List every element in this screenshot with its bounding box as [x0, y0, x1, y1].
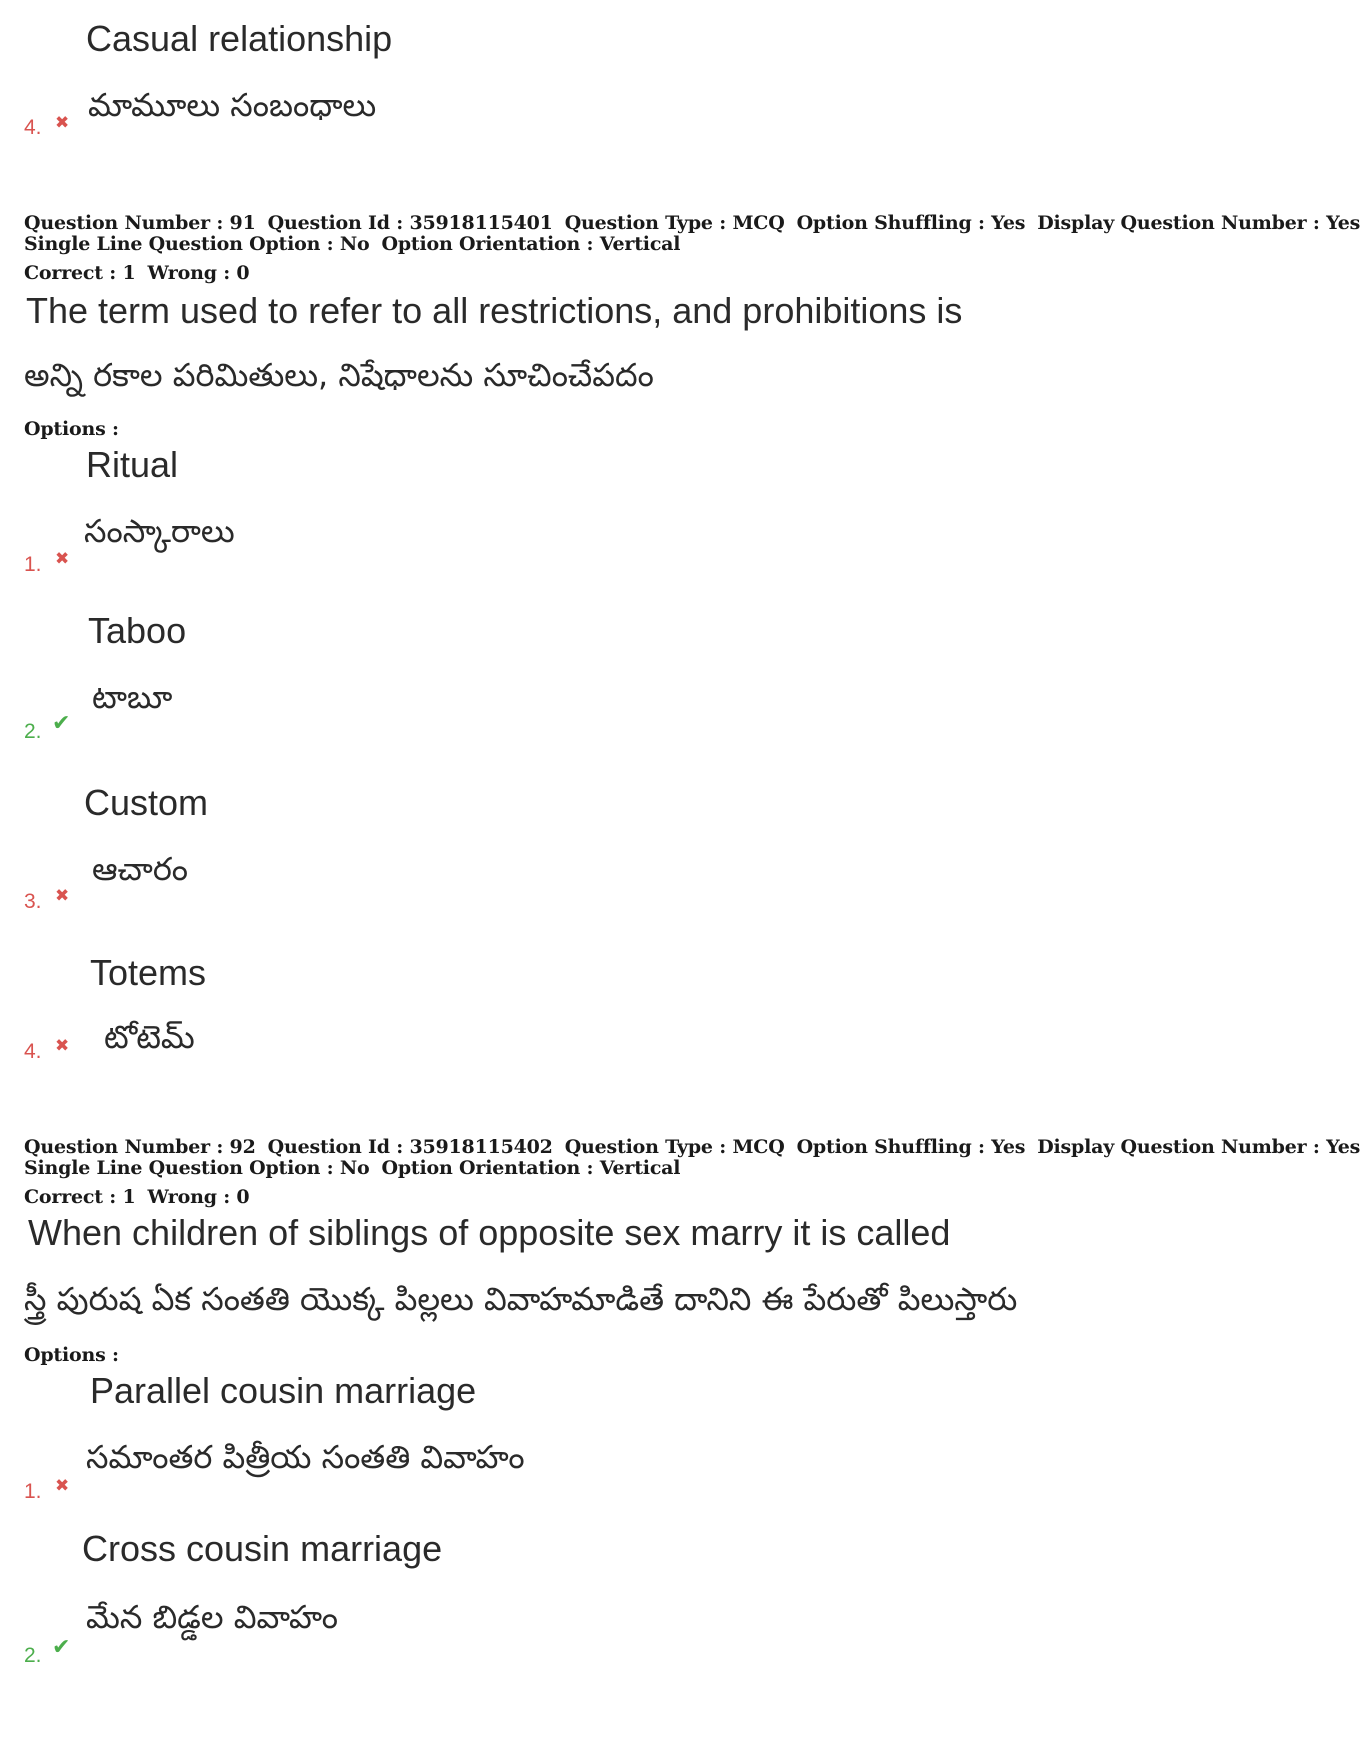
- question-number: Question Number : 91: [24, 212, 256, 234]
- cross-icon: ✖: [55, 113, 70, 133]
- display-question-number: Display Question Number : Yes: [1037, 212, 1361, 234]
- option-1-telugu: సంస్కారాలు: [84, 512, 235, 550]
- cross-icon: ✖: [55, 886, 70, 906]
- option-2-number: 2.: [24, 720, 42, 743]
- option-2-number: 2.: [24, 1644, 42, 1667]
- option-shuffling: Option Shuffling : Yes: [796, 212, 1026, 234]
- prev-option-4-telugu: మామూలు సంబంధాలు: [88, 86, 377, 124]
- question-text-telugu: స్త్రీ పురుష ఏక సంతతి యొక్క పిల్లలు వివాహమాడితే దానిని ఈ పేరుతో పిలుస్తారు: [24, 1280, 1018, 1318]
- question-meta-line2: [24, 233, 692, 255]
- question-marks: [24, 1186, 261, 1208]
- option-1-english: Parallel cousin marriage: [90, 1370, 477, 1411]
- option-1-number: 1.: [24, 553, 42, 576]
- question-type: Question Type : MCQ: [564, 212, 785, 234]
- option-3-telugu: ఆచారం: [92, 850, 189, 888]
- question-meta-line1: [24, 1136, 1372, 1158]
- option-3-number: 3.: [24, 890, 42, 913]
- wrong-marks: Wrong : 0: [147, 1186, 250, 1208]
- question-marks: [24, 262, 261, 284]
- question-text-english: The term used to refer to all restrictions, and prohibitions is: [26, 290, 963, 331]
- option-2-telugu: మేన బిడ్డల వివాహం: [86, 1598, 338, 1636]
- question-text-telugu: అన్ని రకాల పరిమితులు, నిషేధాలను సూచించేపదం: [24, 356, 654, 394]
- correct-marks: Correct : 1: [24, 1186, 136, 1208]
- option-2-english: Cross cousin marriage: [82, 1528, 443, 1569]
- option-4-telugu: టోటెమ్: [104, 1018, 195, 1056]
- question-text-english: When children of siblings of opposite sex marry it is called: [28, 1212, 951, 1253]
- question-id: Question Id : 35918115402: [267, 1136, 553, 1158]
- option-2-telugu: టాబూ: [92, 678, 173, 716]
- check-icon: ✔: [52, 711, 71, 736]
- question-id: Question Id : 35918115401: [267, 212, 553, 234]
- option-4-number: 4.: [24, 1040, 42, 1063]
- option-4-english: Totems: [90, 952, 207, 993]
- option-orientation: Option Orientation : Vertical: [381, 1157, 681, 1179]
- question-meta-line1: [24, 212, 1372, 234]
- options-label: Options :: [24, 418, 119, 440]
- wrong-marks: Wrong : 0: [147, 262, 250, 284]
- cross-icon: ✖: [55, 549, 70, 569]
- check-icon: ✔: [52, 1635, 71, 1660]
- correct-marks: Correct : 1: [24, 262, 136, 284]
- cross-icon: ✖: [55, 1476, 70, 1496]
- question-number: Question Number : 92: [24, 1136, 256, 1158]
- option-1-english: Ritual: [86, 444, 179, 485]
- option-shuffling: Option Shuffling : Yes: [796, 1136, 1026, 1158]
- single-line-option: Single Line Question Option : No: [24, 1157, 370, 1179]
- option-orientation: Option Orientation : Vertical: [381, 233, 681, 255]
- prev-option-4-english: Casual relationship: [86, 18, 393, 59]
- prev-option-4-number: 4.: [24, 116, 42, 139]
- option-3-english: Custom: [84, 782, 209, 823]
- option-2-english: Taboo: [88, 610, 187, 651]
- options-label: Options :: [24, 1344, 119, 1366]
- question-meta-line2: [24, 1157, 692, 1179]
- single-line-option: Single Line Question Option : No: [24, 233, 370, 255]
- cross-icon: ✖: [55, 1036, 70, 1056]
- display-question-number: Display Question Number : Yes: [1037, 1136, 1361, 1158]
- option-1-telugu: సమాంతర పిత్రీయ సంతతి వివాహం: [86, 1438, 525, 1476]
- option-1-number: 1.: [24, 1480, 42, 1503]
- question-type: Question Type : MCQ: [564, 1136, 785, 1158]
